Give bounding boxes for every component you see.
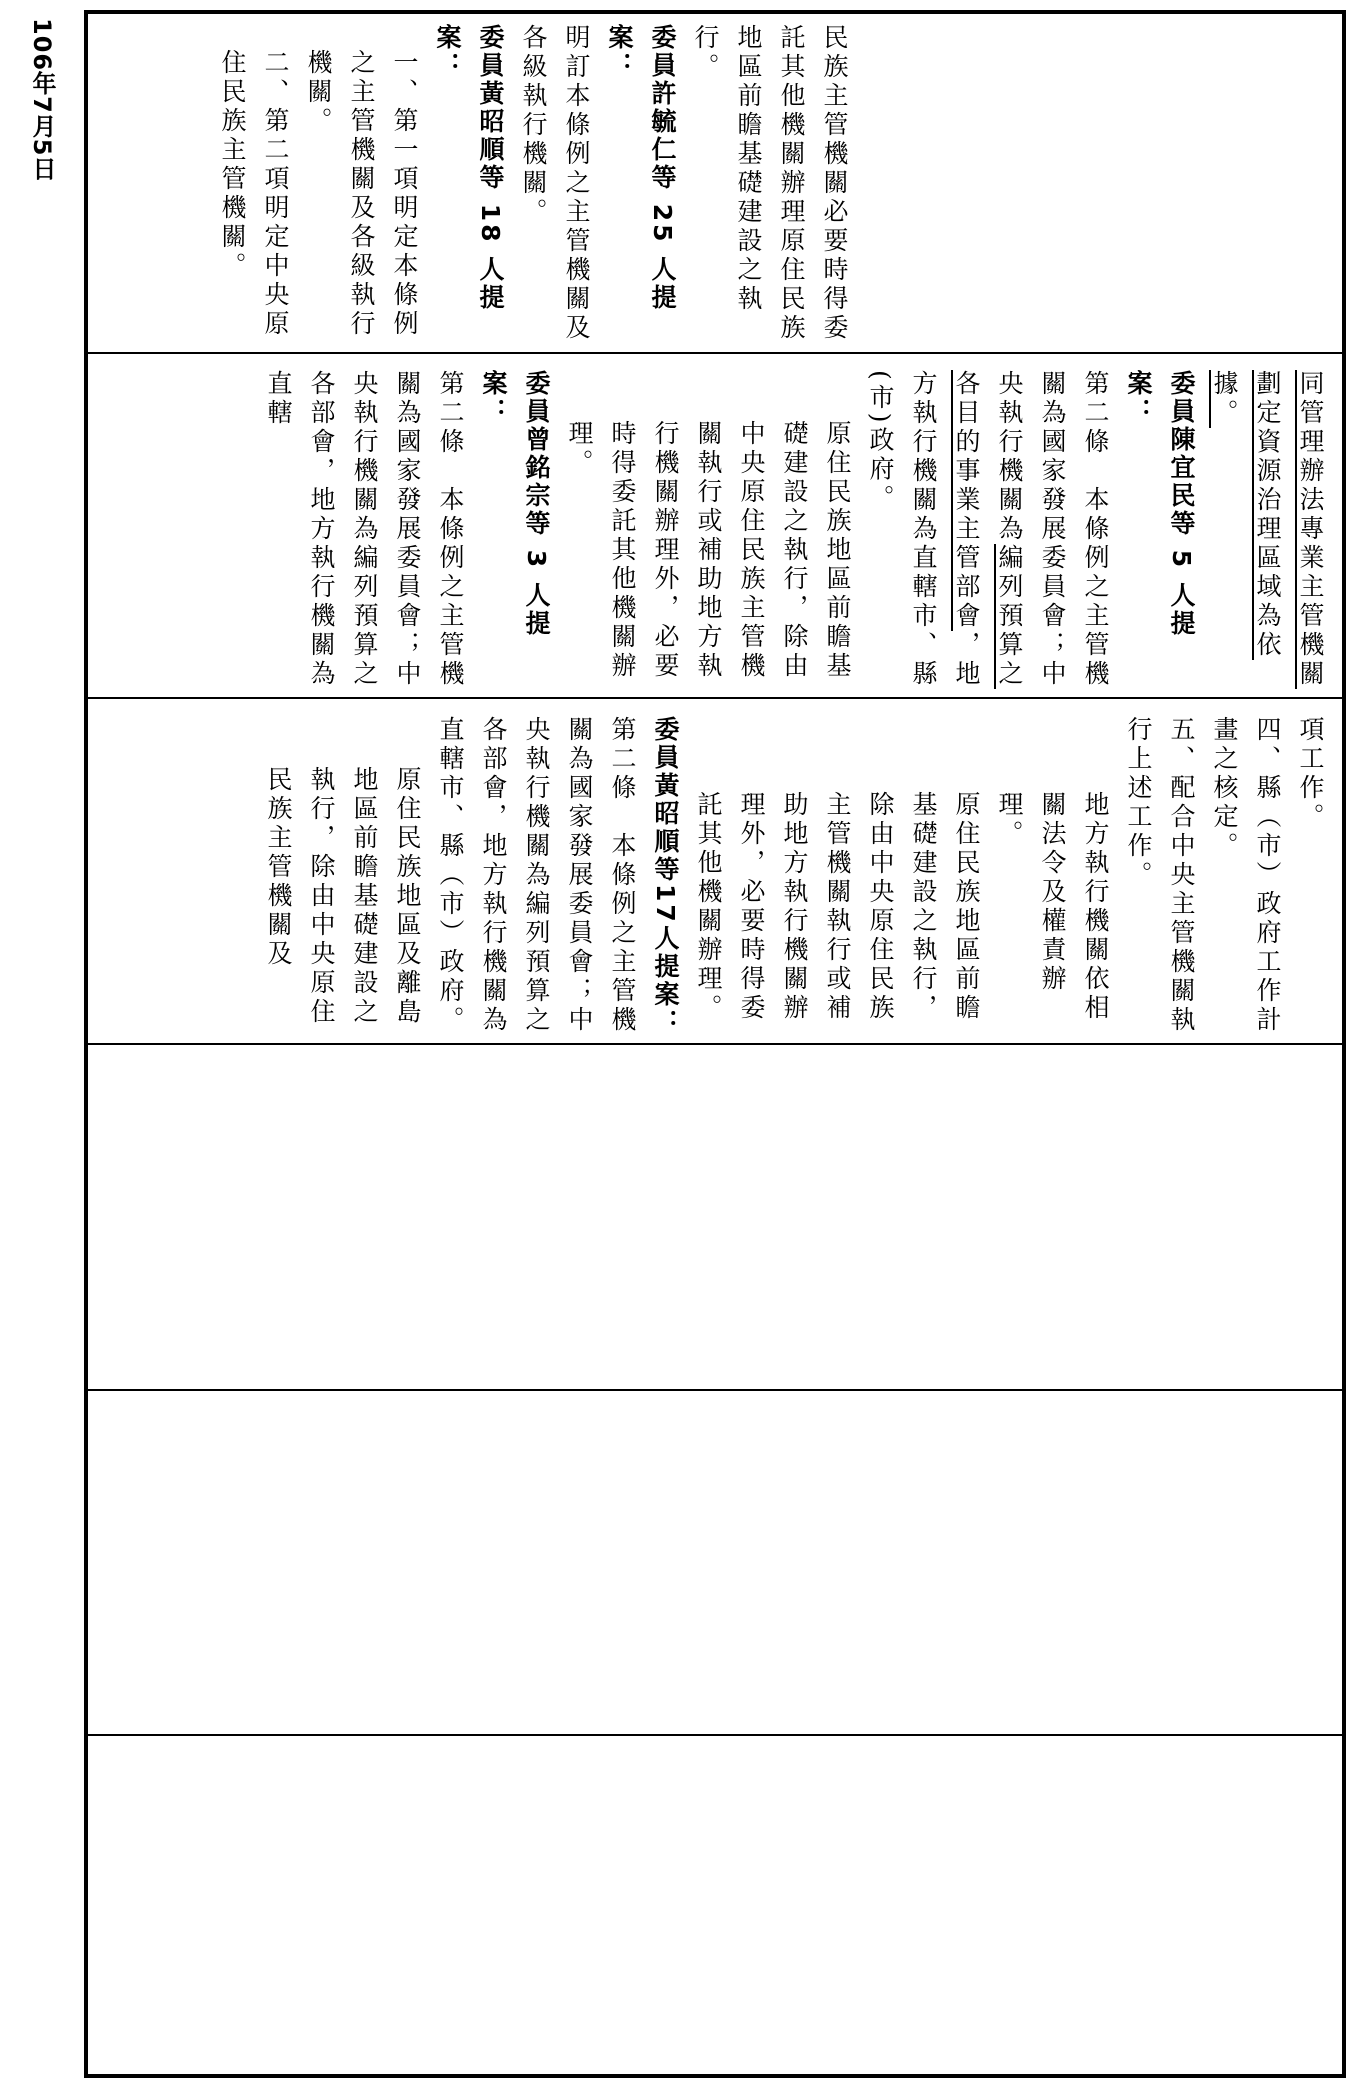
paragraph: 原住民族地區前瞻基礎建設之執行，除由中央原住民族主管機關執行或補助地方執行機關辦理外，必要時得委託其他機關辦理。 [694, 791, 981, 1023]
row-divider [84, 352, 1346, 354]
article-text: 第二條 本條例之主管機關為國家發展委員會；中央執行機關為編列預算之各部會，地方執行機關為直轄市、縣（市）政府。 [436, 716, 637, 1035]
list-item: 一、第一項明定本條例之主管機關及各級執行機關。 [304, 49, 419, 339]
underlined-lead: 同管理辦法專業主管機關劃定資源治理區域為依據。 [1210, 370, 1325, 689]
proposal-heading: 委員黃昭順等17人提案： [651, 716, 680, 1037]
column-3 [96, 716, 1332, 1038]
list-item: 五、配合中央主管機關執行上述工作。 [1124, 716, 1196, 1035]
list-item: 項工作。 [1296, 716, 1325, 832]
row-divider [84, 697, 1346, 699]
proposal-heading: 委員曾銘宗等 3 人提案： [479, 370, 551, 638]
bottom-border-rule [84, 2074, 1346, 2078]
article-paragraph: 原住民族地區前瞻基礎建設之執行，除由中央原住民族主管機關執行或補助地方執行機關辦理外，必要時得委託其他機關辦理。 [565, 420, 852, 681]
row-divider [84, 1043, 1346, 1045]
list-item: 四、縣（市）政府工作計畫之核定。 [1210, 716, 1282, 1035]
proposal-heading: 委員許毓仁等 25 人提案： [605, 24, 677, 313]
row-divider [84, 1734, 1346, 1736]
page-date: 106年7月5日 [28, 18, 56, 182]
column-1 [96, 24, 856, 346]
article-paragraph: 原住民族地區及離島地區前瞻基礎建設之執行，除由中央原住民族主管機關及 [264, 766, 422, 1027]
article-text: 第二條 本條例之主管機關為國家發展委員會；中央執行機關為編列預算之各部會，地方執行機關為直轄 [264, 370, 465, 689]
proposal-heading: 委員陳宜民等 5 人提案： [1124, 370, 1196, 638]
article-text-underlined: 編列預算之各目的事業主管部會 [952, 370, 1024, 689]
proposal-text: 明訂本條例之主管機關及各級執行機關。 [519, 24, 591, 343]
article-text-part: ，地方執行機關為直轄市、縣(市)政府。 [866, 370, 981, 689]
article-text-part: 第二條 本條例之主管機關為國家發展委員會；中央執行機關為 [995, 370, 1110, 689]
row-divider [84, 1389, 1346, 1391]
intro-paragraph: 民族主管機關必要時得委託其他機關辦理原住民族地區前瞻基礎建設之執行。 [691, 24, 849, 343]
column-2 [96, 370, 1332, 692]
list-item: 二、第二項明定中央原住民族主管機關。 [218, 49, 290, 339]
proposal-heading: 委員黃昭順等 18 人提案： [433, 24, 505, 313]
article-text [859, 370, 1117, 692]
top-border-rule [84, 10, 1346, 14]
paragraph: 地方執行機關依相關法令及權責辦理。 [995, 791, 1110, 1023]
